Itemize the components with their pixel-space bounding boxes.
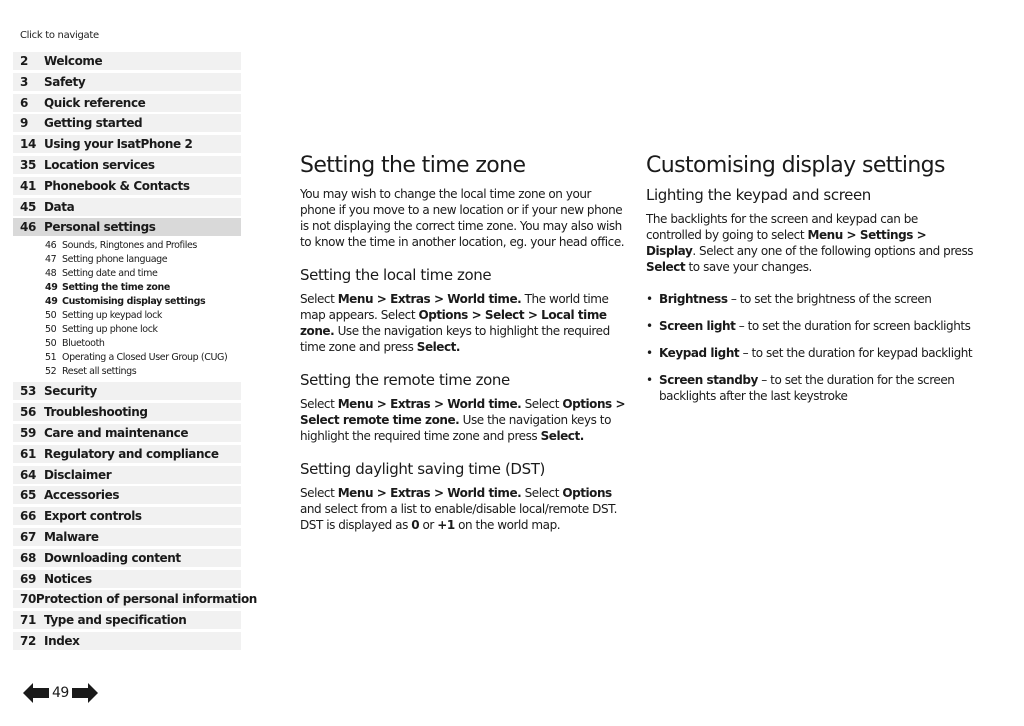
intro-paragraph: You may wish to change the local time zone on your phone if you move to a new location or if your new phone is not displaying the correct time zone. You may also wish to know the time in another location, eg. your head office. <box>300 187 625 249</box>
toc-item-label: Regulatory and compliance <box>44 446 219 461</box>
toc-item-label: Personal settings <box>44 220 156 235</box>
toc-subitem-label: Setting phone language <box>62 253 168 265</box>
toc-page-number: 50 <box>45 323 57 335</box>
toc-item-using-your-isatphone[interactable] <box>13 135 241 153</box>
section-title: Customising display settings <box>646 153 945 178</box>
toc-subitem-label: Sounds, Ringtones and Profiles <box>62 239 197 251</box>
toc-subitem-label: Operating a Closed User Group (CUG) <box>62 351 228 363</box>
display-options-list <box>646 291 976 404</box>
list-item: • Keypad light – to set the duration for keypad backlight <box>646 345 976 361</box>
toc-page-number: 2 <box>20 54 28 68</box>
toc-item-welcome[interactable] <box>13 52 241 70</box>
dst-heading: Setting daylight saving time (DST) <box>300 460 545 478</box>
local-time-zone-heading: Setting the local time zone <box>300 266 492 284</box>
toc-page-number: 3 <box>20 74 28 89</box>
toc-page-number: 70 <box>20 592 36 607</box>
time-zone-section <box>300 153 626 549</box>
toc-page-number: 14 <box>20 137 36 152</box>
toc-page-number: 41 <box>20 178 36 193</box>
toc-subitem-date-time[interactable] <box>13 266 241 280</box>
list-item: • Screen light – to set the duration for screen backlights <box>646 318 976 334</box>
toc-page-number: 67 <box>20 529 36 544</box>
arrow-right-icon[interactable] <box>71 682 99 704</box>
toc-item-phonebook-contacts[interactable] <box>13 177 241 195</box>
toc-item-label: Safety <box>44 74 86 89</box>
toc-item-label: Phonebook & Contacts <box>44 178 190 193</box>
toc-page-number: 49 <box>45 281 58 293</box>
list-item: • Screen standby – to set the duration for the screen backlights after the last keystroke <box>646 372 976 404</box>
toc-item-quick-reference[interactable] <box>13 94 241 112</box>
toc-subitem-keypad-lock[interactable] <box>13 308 241 322</box>
toc-item-label: Notices <box>44 571 92 586</box>
toc-subitem-phone-language[interactable] <box>13 252 241 266</box>
display-settings-section <box>646 153 976 415</box>
toc-subitem-bluetooth[interactable] <box>13 336 241 350</box>
toc-page-number: 66 <box>20 509 36 524</box>
toc-page-number: 49 <box>45 295 58 307</box>
toc-item-troubleshooting[interactable] <box>13 403 241 421</box>
toc-page-number: 65 <box>20 488 36 503</box>
toc-item-personal-information[interactable] <box>13 590 257 608</box>
toc-page-number: 50 <box>45 337 57 349</box>
toc-item-label: Using your IsatPhone 2 <box>44 137 193 152</box>
toc-subitem-sounds[interactable] <box>13 238 241 252</box>
toc-page-number: 46 <box>45 239 57 251</box>
toc-item-label: Index <box>44 633 80 648</box>
toc-subitem-label: Setting the time zone <box>62 281 170 293</box>
toc-item-label: Getting started <box>44 116 143 131</box>
toc-page-number: 45 <box>20 199 36 214</box>
toc-subitem-label: Setting date and time <box>62 267 158 279</box>
toc-page-number: 53 <box>20 384 36 399</box>
toc-item-type-specification[interactable] <box>13 611 241 629</box>
toc-subitem-display-settings[interactable] <box>13 294 241 308</box>
list-item: • Brightness – to set the brightness of the screen <box>646 291 976 307</box>
table-of-contents <box>13 52 257 653</box>
toc-subsection-list <box>13 236 241 382</box>
toc-item-disclaimer[interactable] <box>13 466 241 484</box>
toc-page-number: 71 <box>20 613 36 628</box>
toc-item-export-controls[interactable] <box>13 507 241 525</box>
toc-item-safety[interactable] <box>13 73 241 91</box>
toc-subitem-label: Setting up phone lock <box>62 323 158 335</box>
toc-page-number: 61 <box>20 446 36 461</box>
toc-item-label: Quick reference <box>44 95 146 110</box>
toc-subitem-label: Setting up keypad lock <box>62 309 163 321</box>
dst-text: Select Menu > Extras > World time. Select Options and select from a list to enable/disable local/remote DST. DST is displayed as 0 or +1 on the world map. <box>300 486 617 532</box>
toc-item-malware[interactable] <box>13 528 241 546</box>
toc-subitem-cug[interactable] <box>13 350 241 364</box>
toc-subitem-label: Bluetooth <box>62 337 105 349</box>
remote-time-zone-heading: Setting the remote time zone <box>300 371 510 389</box>
toc-page-number: 59 <box>20 425 36 440</box>
toc-page-number: 46 <box>20 220 36 235</box>
toc-page-number: 47 <box>45 253 57 265</box>
toc-page-number: 6 <box>20 95 28 110</box>
toc-item-notices[interactable] <box>13 570 241 588</box>
nav-hint: Click to navigate <box>20 30 99 41</box>
toc-page-number: 68 <box>20 550 36 565</box>
lighting-heading: Lighting the keypad and screen <box>646 186 871 204</box>
toc-page-number: 35 <box>20 157 36 172</box>
page-number: 49 <box>52 685 69 701</box>
toc-item-label: Accessories <box>44 488 120 503</box>
toc-page-number: 72 <box>20 633 36 648</box>
toc-item-regulatory[interactable] <box>13 445 241 463</box>
toc-subitem-label: Customising display settings <box>62 295 206 307</box>
toc-item-label: Malware <box>44 529 99 544</box>
toc-item-label: Protection of personal information <box>35 592 257 607</box>
toc-subitem-time-zone[interactable] <box>13 280 241 294</box>
arrow-left-icon[interactable] <box>22 682 50 704</box>
toc-page-number: 52 <box>45 365 57 377</box>
toc-item-location-services[interactable] <box>13 156 241 174</box>
toc-item-care-maintenance[interactable] <box>13 424 241 442</box>
toc-item-label: Security <box>44 384 97 399</box>
toc-item-label: Care and maintenance <box>44 425 189 440</box>
toc-page-number: 69 <box>20 571 36 586</box>
toc-item-label: Troubleshooting <box>44 405 148 420</box>
toc-item-label: Welcome <box>44 54 103 68</box>
toc-page-number: 50 <box>45 309 57 321</box>
toc-item-downloading[interactable] <box>13 549 241 567</box>
toc-subitem-reset-settings[interactable] <box>13 364 241 378</box>
toc-page-number: 9 <box>20 116 28 131</box>
toc-item-index[interactable] <box>13 632 241 650</box>
page-navigator <box>22 682 99 704</box>
toc-item-label: Type and specification <box>44 613 187 628</box>
toc-item-label: Data <box>44 199 75 214</box>
toc-item-label: Location services <box>44 157 155 172</box>
toc-item-accessories[interactable] <box>13 486 241 504</box>
toc-item-label: Downloading content <box>44 550 181 565</box>
toc-page-number: 56 <box>20 405 36 420</box>
section-title: Setting the time zone <box>300 153 526 178</box>
lighting-text: The backlights for the screen and keypad can be controlled by going to select Menu > Settings > Display. Select any one of the following options and press Select to save your changes. <box>646 212 974 274</box>
toc-item-data[interactable] <box>13 198 241 216</box>
remote-time-zone-text: Select Menu > Extras > World time. Select Options > Select remote time zone. Use the navigation keys to highlight the required time zone and press Select. <box>300 397 626 443</box>
toc-page-number: 51 <box>45 351 57 363</box>
toc-item-label: Export controls <box>44 509 142 524</box>
toc-subitem-phone-lock[interactable] <box>13 322 241 336</box>
local-time-zone-text: Select Menu > Extras > World time. The world time map appears. Select Options > Select > Local time zone. Use the navigation keys to highlight the required time zone and press Select. <box>300 292 610 354</box>
toc-item-getting-started[interactable] <box>13 114 241 132</box>
toc-page-number: 64 <box>20 467 36 482</box>
toc-item-personal-settings[interactable] <box>13 218 241 236</box>
toc-item-label: Disclaimer <box>44 467 112 482</box>
toc-page-number: 48 <box>45 267 57 279</box>
toc-subitem-label: Reset all settings <box>62 365 137 377</box>
toc-item-security[interactable] <box>13 382 241 400</box>
